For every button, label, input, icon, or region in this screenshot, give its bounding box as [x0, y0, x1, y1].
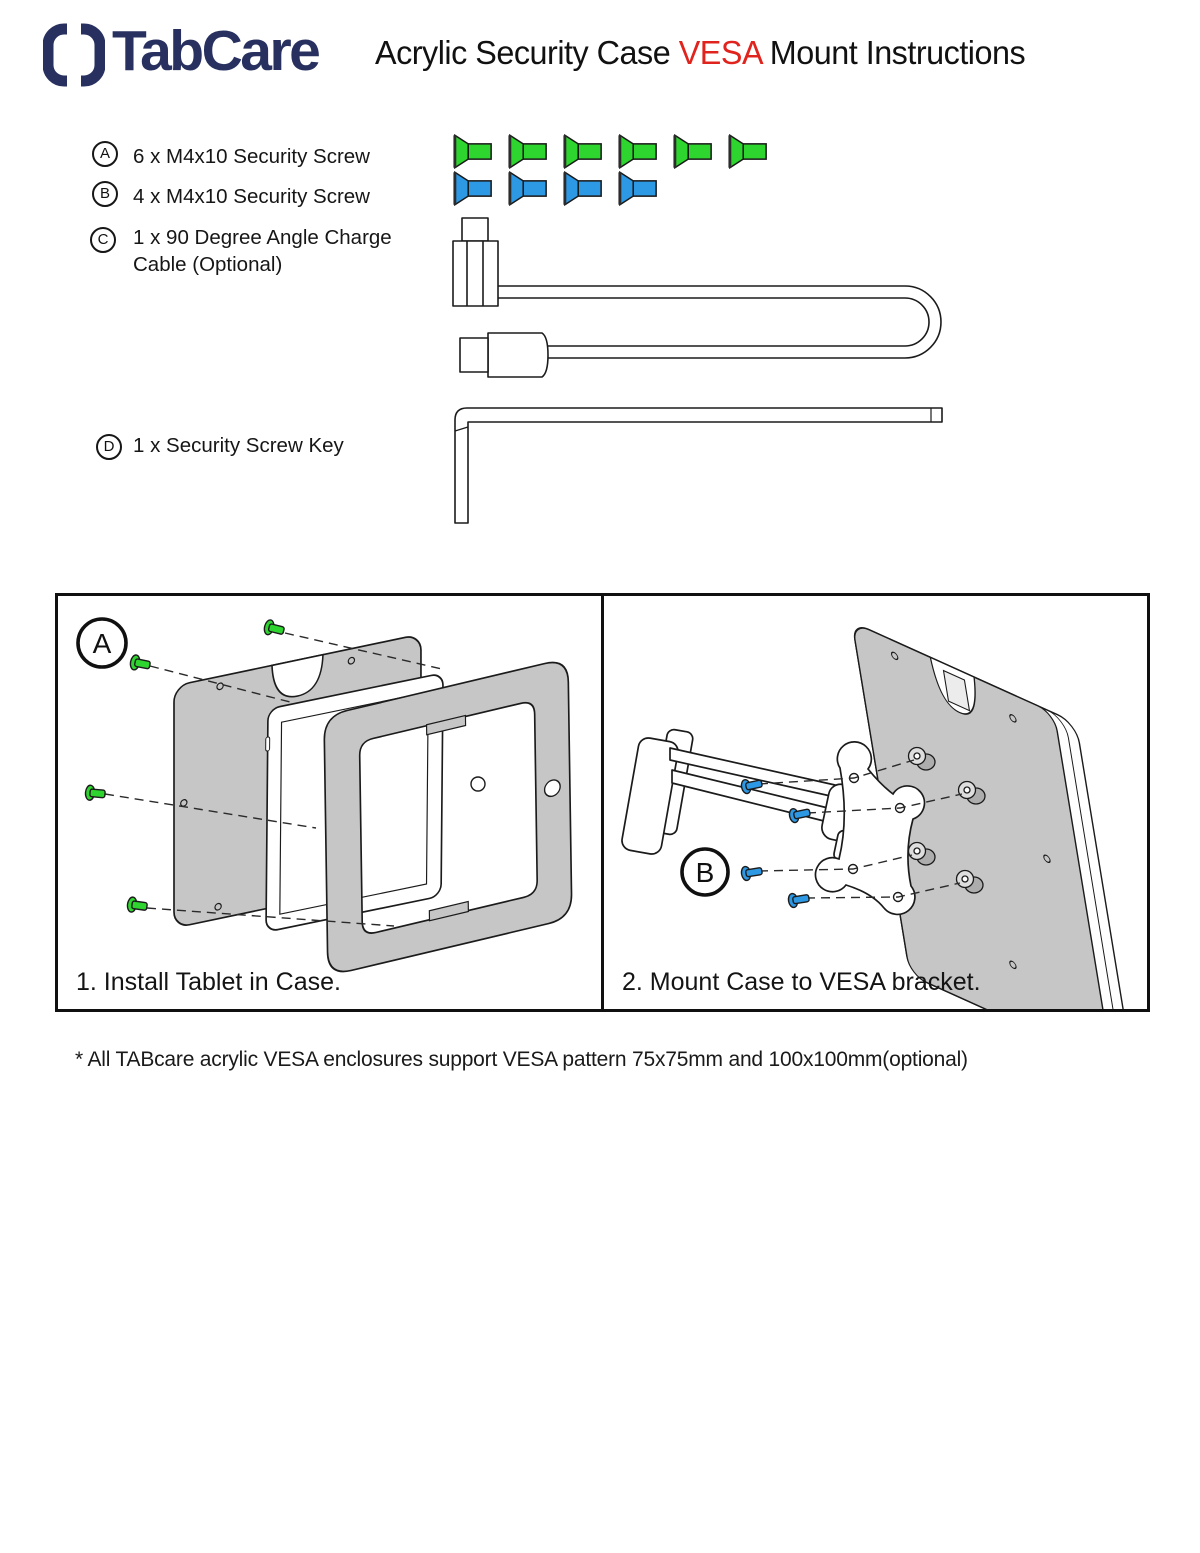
part-label-a: 6 x M4x10 Security Screw [133, 145, 370, 168]
security-screw-icon [562, 134, 604, 169]
step-panel-1 [58, 596, 604, 1009]
security-screw-icon [617, 134, 659, 169]
angle-charge-cable-icon [450, 213, 950, 383]
security-screw-icon [562, 171, 604, 206]
part-badge-d [96, 434, 122, 460]
step-2-caption: 2. Mount Case to VESA bracket. [622, 968, 981, 996]
tabcare-logo-icon [43, 23, 105, 87]
title-suffix: Mount Instructions [761, 34, 1026, 71]
vesa-arm [620, 729, 874, 867]
part-letter-d: D [103, 438, 115, 455]
security-screw-icon [727, 134, 769, 169]
mount-vesa-diagram [604, 596, 1150, 1009]
step-1-letter: A [92, 628, 112, 659]
vesa-pattern-footnote: * All TABcare acrylic VESA enclosures support VESA pattern 75x75mm and 100x100mm(optional) [75, 1048, 968, 1071]
brand-name: TabCare [112, 19, 319, 83]
volume-button [266, 737, 270, 752]
screw-row-b [452, 171, 659, 206]
part-letter-a: A [99, 145, 110, 162]
part-badge-a [92, 141, 118, 167]
title-prefix: Acrylic Security Case [375, 34, 679, 71]
part-label-c: 1 x 90 Degree Angle Charge Cable (Optional) [133, 226, 392, 277]
part-letter-b: B [99, 185, 110, 202]
security-screw-icon [507, 171, 549, 206]
screw-row-a [452, 134, 769, 169]
steps-figure [55, 593, 1150, 1012]
security-screw-key-icon [450, 403, 950, 528]
install-tablet-diagram [58, 596, 601, 1009]
step-2-letter: B [695, 857, 715, 888]
part-label-d: 1 x Security Screw Key [133, 434, 344, 457]
title-highlight: VESA [678, 34, 762, 71]
security-screw-icon [507, 134, 549, 169]
part-badge-b [92, 181, 118, 207]
security-screw-icon [617, 171, 659, 206]
part-label-b: 4 x M4x10 Security Screw [133, 185, 370, 208]
security-screw-icon [672, 134, 714, 169]
part-badge-c [90, 227, 116, 253]
part-letter-c: C [97, 231, 109, 248]
security-screw-icon [452, 134, 494, 169]
security-screw-icon [452, 171, 494, 206]
step-1-caption: 1. Install Tablet in Case. [76, 968, 341, 996]
tablet-home-button [471, 777, 485, 791]
page-title [375, 34, 1025, 72]
step-panel-2 [604, 596, 1147, 1009]
